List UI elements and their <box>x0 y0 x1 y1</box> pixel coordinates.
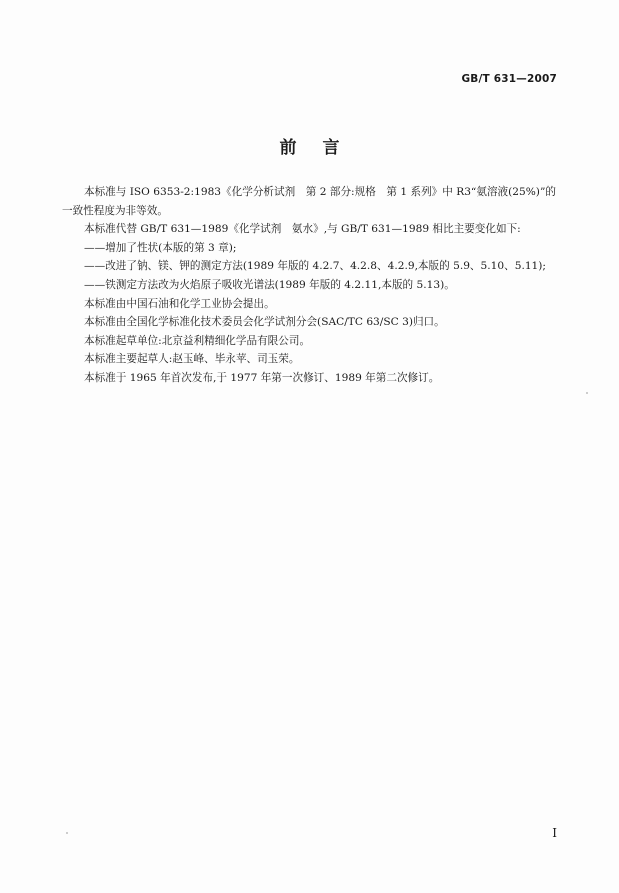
paragraph-equivalence: 本标准与 ISO 6353-2:1983《化学分析试剂 第 2 部分:规格 第 1 系列》中 R3“氨溶液(25%)”的一致性程度为非等效。 <box>62 186 556 217</box>
change-item: ——铁测定方法改为火焰原子吸收光谱法(1989 年版的 4.2.11,本版的 5.13)。 <box>84 278 455 291</box>
page-number: I <box>552 826 557 840</box>
paragraph-drafters: 本标准主要起草人:赵玉峰、毕永苹、司玉荣。 <box>84 353 300 366</box>
paragraph-proposer: 本标准由中国石油和化学工业协会提出。 <box>84 297 275 310</box>
change-item: ——改进了钠、镁、钾的测定方法(1989 年版的 4.2.7、4.2.8、4.2.9,本版的 5.9、5.10、5.11); <box>84 260 546 273</box>
scan-speck <box>66 832 68 834</box>
paragraph-administrator: 本标准由全国化学标准化技术委员会化学试剂分会(SAC/TC 63/SC 3)归口。 <box>84 316 445 329</box>
change-item: ——增加了性状(本版的第 3 章); <box>84 241 237 254</box>
scan-speck <box>586 392 588 394</box>
foreword-body <box>62 183 562 388</box>
paragraph-history: 本标准于 1965 年首次发布,于 1977 年第一次修订、1989 年第二次修订。 <box>84 371 440 384</box>
page-title: 前言 <box>279 138 366 158</box>
paragraph-replaces: 本标准代替 GB/T 631—1989《化学试剂 氨水》,与 GB/T 631—1989 相比主要变化如下: <box>84 223 521 236</box>
paragraph-drafting-unit: 本标准起草单位:北京益利精细化学品有限公司。 <box>84 334 311 347</box>
standard-code: GB/T 631—2007 <box>461 73 557 85</box>
